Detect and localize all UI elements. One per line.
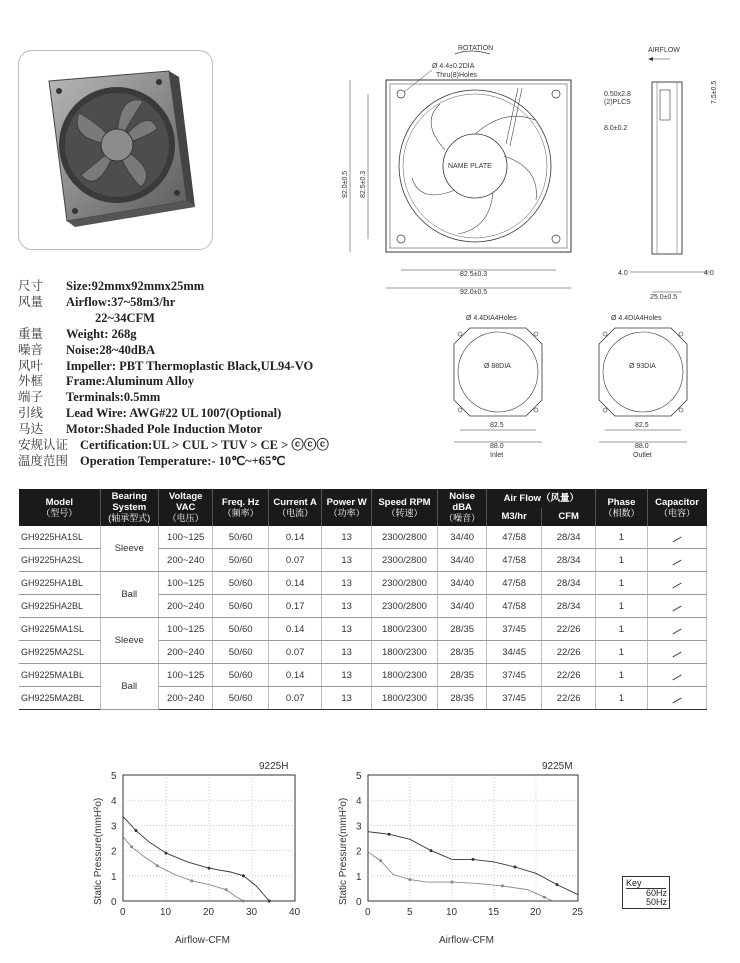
cell-phase: 1 <box>596 664 647 687</box>
table-row <box>19 618 707 641</box>
cell-noise: 28/35 <box>438 687 487 710</box>
cell-capacitor <box>647 687 706 710</box>
cell-current: 0.07 <box>268 549 322 572</box>
hole-note-2: Thru(8)Holes <box>436 72 477 79</box>
cell-current: 0.14 <box>268 572 322 595</box>
key-50hz: 50Hz <box>646 897 668 907</box>
th-voltage: Voltage VAC （电压） <box>158 489 213 526</box>
cell-bearing: Sleeve <box>100 618 158 664</box>
side-dim-4b: 4.0 <box>704 270 714 277</box>
y-tick-label: 4 <box>356 796 362 808</box>
cell-cfm: 22/26 <box>541 618 595 641</box>
capacitor-dash-icon <box>672 674 681 680</box>
cell-speed: 2300/2800 <box>371 595 437 618</box>
th-model: Model （型号） <box>19 489 100 526</box>
spec-frame: 外框 Frame:Aluminum Alloy <box>18 374 195 389</box>
outlet-dia: Ø 93DIA <box>629 363 656 370</box>
data-point <box>514 865 517 868</box>
inlet-dia: Ø 88DIA <box>484 363 511 370</box>
data-point <box>430 849 433 852</box>
data-point <box>190 879 193 882</box>
spec-temperature: 温度范围 Operation Temperature:- 10℃~+65℃ <box>18 453 286 468</box>
cell-noise: 34/40 <box>438 595 487 618</box>
cell-cfm: 28/34 <box>541 595 595 618</box>
th-phase: Phase （相数） <box>596 489 647 526</box>
cell-phase: 1 <box>596 572 647 595</box>
cell-noise: 28/35 <box>438 641 487 664</box>
side-dim-8: 8.0±0.2 <box>604 125 628 132</box>
y-tick-label: 4 <box>111 796 117 808</box>
chart-title: 9225H <box>259 761 289 772</box>
cell-phase: 1 <box>596 549 647 572</box>
cell-phase: 1 <box>596 595 647 618</box>
series-line-50hz <box>123 837 243 901</box>
y-axis-label: Static Pressure(mmH²o) <box>93 797 104 905</box>
outlet-holes-note: Ø 4.4DIA4Holes <box>611 315 662 322</box>
cell-freq: 50/60 <box>213 549 268 572</box>
cell-capacitor <box>647 526 706 549</box>
nameplate-label: NAME PLATE <box>448 163 492 170</box>
x-tick-label: 30 <box>246 907 258 918</box>
spec-terminals: 端子 Terminals:0.5mm <box>18 390 161 405</box>
th-cfm: CFM <box>541 508 595 527</box>
x-tick-label: 10 <box>160 907 172 918</box>
x-tick-label: 10 <box>446 907 458 918</box>
data-point <box>156 864 159 867</box>
side-plcs: 0.50x2.8 <box>604 91 631 98</box>
x-tick-label: 0 <box>365 907 371 918</box>
key-title: Key <box>626 878 642 888</box>
data-point <box>472 858 475 861</box>
inlet-88: 88.0 <box>490 443 504 450</box>
table-row <box>19 526 707 549</box>
cell-speed: 2300/2800 <box>371 572 437 595</box>
cell-cfm: 22/26 <box>541 664 595 687</box>
outlet-82: 82.5 <box>635 422 649 429</box>
side-dim-4a: 4.0 <box>618 270 628 277</box>
cell-capacitor <box>647 549 706 572</box>
th-current: Current A （电流） <box>268 489 322 526</box>
x-tick-label: 5 <box>407 907 413 918</box>
spec-list <box>18 279 348 470</box>
x-tick-label: 25 <box>572 907 584 918</box>
data-point <box>556 883 559 886</box>
series-line-60hz <box>123 817 269 901</box>
cell-m3: 34/45 <box>487 641 542 664</box>
data-point <box>268 900 271 903</box>
cell-speed: 1800/2300 <box>371 641 437 664</box>
x-axis-label: Airflow-CFM <box>175 935 230 946</box>
cell-bearing: Ball <box>100 664 158 710</box>
cell-m3: 47/58 <box>487 549 542 572</box>
cell-bearing: Sleeve <box>100 526 158 572</box>
data-point <box>409 878 412 881</box>
y-tick-label: 2 <box>111 846 117 858</box>
cell-model: GH9225HA1SL <box>19 526 100 549</box>
th-noise: Noise dBA （噪音） <box>438 489 487 526</box>
cell-phase: 1 <box>596 526 647 549</box>
spec-impeller: 风叶 Impeller: PBT Thermoplastic Black,UL94-VO <box>18 358 314 373</box>
y-axis-label: Static Pressure(mmH²o) <box>338 797 349 905</box>
cell-phase: 1 <box>596 687 647 710</box>
side-view-drawing <box>600 40 725 302</box>
cell-power: 13 <box>322 687 371 710</box>
side-plcs-2: (2)PLCS <box>604 99 631 106</box>
capacitor-dash-icon <box>672 628 681 634</box>
y-tick-label: 3 <box>111 821 117 833</box>
capacitor-dash-icon <box>672 651 681 657</box>
cell-model: GH9225MA1BL <box>19 664 100 687</box>
th-speed: Speed RPM （转速） <box>371 489 437 526</box>
data-point <box>501 884 504 887</box>
cell-noise: 34/40 <box>438 549 487 572</box>
cell-cfm: 28/34 <box>541 526 595 549</box>
y-tick-label: 3 <box>356 821 362 833</box>
spec-airflow-cfm: 22~34CFM <box>95 310 155 325</box>
cell-m3: 37/45 <box>487 618 542 641</box>
dim-inner-horizontal: 82.5±0.3 <box>460 271 488 278</box>
data-point <box>225 888 228 891</box>
front-view-drawing <box>330 38 600 300</box>
data-point <box>208 867 211 870</box>
cell-freq: 50/60 <box>213 572 268 595</box>
cell-noise: 28/35 <box>438 664 487 687</box>
cell-voltage: 100~125 <box>158 618 213 641</box>
spec-size: 尺寸 Size:92mmx92mmx25mm <box>18 279 205 293</box>
cell-cfm: 28/34 <box>541 572 595 595</box>
spec-airflow: 风量 Airflow:37~58m3/hr <box>18 294 176 309</box>
x-tick-label: 20 <box>530 907 542 918</box>
cell-power: 13 <box>322 664 371 687</box>
cell-model: GH9225HA1BL <box>19 572 100 595</box>
cell-speed: 2300/2800 <box>371 549 437 572</box>
y-tick-label: 0 <box>111 897 117 908</box>
cell-voltage: 200~240 <box>158 549 213 572</box>
cell-current: 0.07 <box>268 641 322 664</box>
capacitor-dash-icon <box>672 697 681 703</box>
capacitor-dash-icon <box>672 582 681 588</box>
y-tick-label: 0 <box>356 897 362 908</box>
fan-photo-illustration <box>19 51 212 249</box>
x-tick-label: 15 <box>488 907 500 918</box>
cell-cfm: 28/34 <box>541 549 595 572</box>
spec-noise: 噪音 Noise:28~40dBA <box>18 342 156 357</box>
spec-certification: 安规认证 Certification:UL > CUL > TUV > CE > ⓒⓒⓒ <box>18 438 329 453</box>
chart-9225m <box>330 755 600 955</box>
key-60hz: 60Hz <box>626 888 666 898</box>
cell-freq: 50/60 <box>213 641 268 664</box>
cell-voltage: 200~240 <box>158 641 213 664</box>
cell-m3: 47/58 <box>487 595 542 618</box>
y-tick-label: 1 <box>111 871 117 883</box>
outlet-drawing <box>585 310 700 460</box>
data-point <box>543 896 546 899</box>
cell-freq: 50/60 <box>213 687 268 710</box>
cell-bearing: Ball <box>100 572 158 618</box>
cell-voltage: 100~125 <box>158 664 213 687</box>
x-axis-label: Airflow-CFM <box>439 935 494 946</box>
y-tick-label: 5 <box>356 771 362 782</box>
table-row <box>19 664 707 687</box>
data-point <box>451 881 454 884</box>
cell-current: 0.07 <box>268 687 322 710</box>
cell-noise: 34/40 <box>438 526 487 549</box>
cell-power: 13 <box>322 526 371 549</box>
cell-current: 0.14 <box>268 664 322 687</box>
cell-noise: 28/35 <box>438 618 487 641</box>
dim-outer-vertical: 92.0±0.5 <box>342 170 349 198</box>
table-row <box>19 572 707 595</box>
cell-voltage: 100~125 <box>158 572 213 595</box>
cell-capacitor <box>647 664 706 687</box>
cell-noise: 34/40 <box>438 572 487 595</box>
cell-freq: 50/60 <box>213 595 268 618</box>
cell-current: 0.14 <box>268 526 322 549</box>
x-tick-label: 40 <box>289 907 301 918</box>
spec-motor: 马达 Motor:Shaded Pole Induction Motor <box>18 422 263 437</box>
cell-current: 0.14 <box>268 618 322 641</box>
cell-model: GH9225MA2SL <box>19 641 100 664</box>
th-capacitor: Capacitor （电容） <box>647 489 706 526</box>
x-tick-label: 0 <box>120 907 126 918</box>
cell-voltage: 100~125 <box>158 526 213 549</box>
cell-current: 0.17 <box>268 595 322 618</box>
cell-power: 13 <box>322 641 371 664</box>
cell-voltage: 200~240 <box>158 595 213 618</box>
x-tick-label: 20 <box>203 907 215 918</box>
cell-phase: 1 <box>596 618 647 641</box>
cell-speed: 2300/2800 <box>371 526 437 549</box>
rotation-label: ROTATION <box>458 45 494 52</box>
cell-cfm: 22/26 <box>541 641 595 664</box>
data-point <box>388 833 391 836</box>
cell-power: 13 <box>322 595 371 618</box>
inlet-label: Inlet <box>490 452 504 459</box>
cell-cfm: 22/26 <box>541 687 595 710</box>
chart-key <box>622 876 670 907</box>
chart-title: 9225M <box>542 761 573 772</box>
capacitor-dash-icon <box>672 559 681 565</box>
key-box <box>622 876 670 909</box>
data-point <box>134 829 137 832</box>
cell-speed: 1800/2300 <box>371 618 437 641</box>
cell-power: 13 <box>322 618 371 641</box>
y-tick-label: 5 <box>111 771 117 782</box>
cell-freq: 50/60 <box>213 664 268 687</box>
cell-model: GH9225MA1SL <box>19 618 100 641</box>
cell-m3: 37/45 <box>487 687 542 710</box>
cell-power: 13 <box>322 549 371 572</box>
cell-m3: 47/58 <box>487 572 542 595</box>
data-point <box>242 900 245 903</box>
series-line-60hz <box>368 832 578 895</box>
data-point <box>165 852 168 855</box>
data-point <box>379 859 382 862</box>
outlet-88: 88.0 <box>635 443 649 450</box>
chart-9225h <box>85 755 315 955</box>
cell-capacitor <box>647 618 706 641</box>
cell-capacitor <box>647 595 706 618</box>
capacitor-dash-icon <box>672 605 681 611</box>
cell-model: GH9225HA2BL <box>19 595 100 618</box>
side-dim-top: 7.5±0.5 <box>711 80 718 104</box>
y-tick-label: 2 <box>356 846 362 858</box>
cell-capacitor <box>647 641 706 664</box>
cell-m3: 37/45 <box>487 664 542 687</box>
data-point <box>242 874 245 877</box>
outlet-label: Outlet <box>633 452 652 459</box>
inlet-82: 82.5 <box>490 422 504 429</box>
th-bearing: Bearing System (轴承型式) <box>100 489 158 526</box>
cell-m3: 47/58 <box>487 526 542 549</box>
plot-frame <box>368 775 578 901</box>
cell-freq: 50/60 <box>213 526 268 549</box>
cell-speed: 1800/2300 <box>371 664 437 687</box>
cell-voltage: 200~240 <box>158 687 213 710</box>
dim-inner-vertical: 82.5±0.3 <box>360 170 367 198</box>
spec-lead-wire: 引线 Lead Wire: AWG#22 UL 1007(Optional) <box>18 406 282 421</box>
cell-capacitor <box>647 572 706 595</box>
side-dim-depth: 25.0±0.5 <box>650 294 678 301</box>
th-m3: M3/hr <box>487 508 542 527</box>
product-photo <box>18 50 213 250</box>
cell-speed: 1800/2300 <box>371 687 437 710</box>
cell-power: 13 <box>322 572 371 595</box>
cell-phase: 1 <box>596 641 647 664</box>
spec-table <box>19 489 707 710</box>
cell-freq: 50/60 <box>213 618 268 641</box>
y-tick-label: 1 <box>356 871 362 883</box>
hole-note: Ø 4.4±0.2DIA <box>432 63 475 70</box>
inlet-drawing <box>440 310 555 460</box>
data-point <box>130 845 133 848</box>
spec-weight: 重量 Weight: 268g <box>18 326 137 341</box>
th-airflow: Air Flow（风量） <box>487 489 596 508</box>
cell-model: GH9225HA2SL <box>19 549 100 572</box>
th-power: Power W （功率） <box>322 489 371 526</box>
cell-model: GH9225MA2BL <box>19 687 100 710</box>
capacitor-dash-icon <box>672 536 681 542</box>
dim-outer-horizontal: 92.0±0.5 <box>460 289 488 296</box>
inlet-holes-note: Ø 4.4DIA4Holes <box>466 315 517 322</box>
th-freq: Freq. Hz （频率） <box>213 489 268 526</box>
airflow-label: AIRFLOW <box>648 47 680 54</box>
